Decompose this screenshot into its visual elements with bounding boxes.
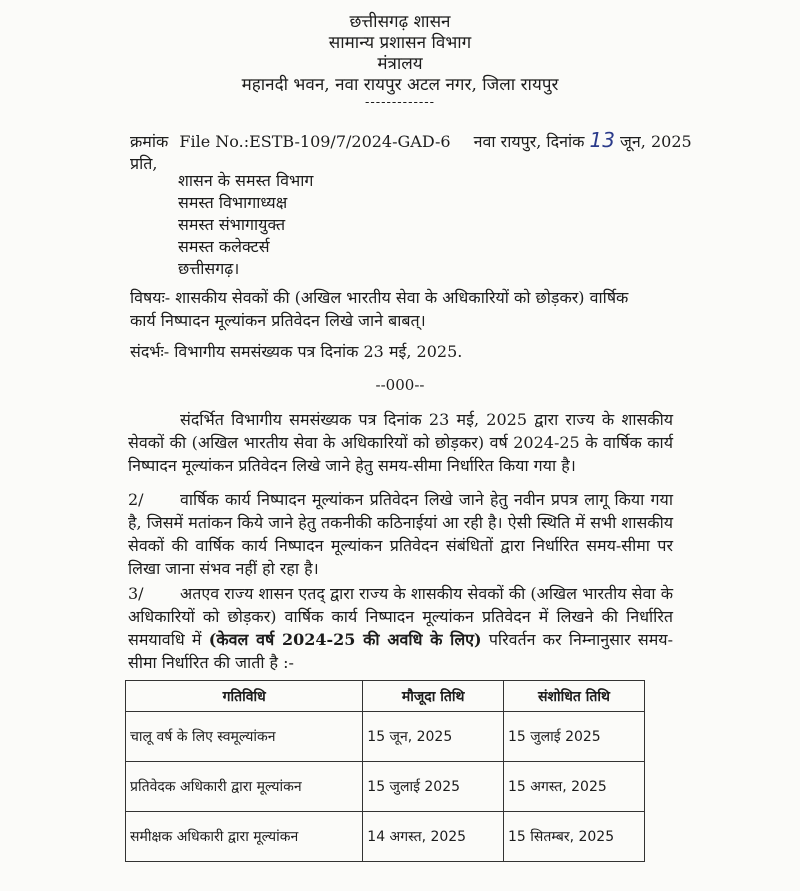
- month-year: जून, 2025: [620, 132, 692, 151]
- file-number: File No.:ESTB-109/7/2024-GAD-6: [179, 132, 451, 151]
- header-revised-date: संशोधित तिथि: [503, 681, 644, 712]
- table-row: [126, 812, 645, 862]
- subject-line-2: कार्य निष्पादन मूल्यांकन प्रतिवेदन लिखे जाने बाबत्।: [130, 311, 426, 330]
- activity-cell: समीक्षक अधिकारी द्वारा मूल्यांकन: [126, 812, 363, 862]
- paragraph-3-bold: (केवल वर्ष 2024-25 की अवधि के लिए): [208, 630, 482, 649]
- paragraph-2-number: 2/: [128, 490, 144, 509]
- table-row: [126, 712, 645, 762]
- addressee-item: समस्त विभागाध्यक्ष: [178, 193, 288, 212]
- activity-cell: चालू वर्ष के लिए स्वमूल्यांकन: [126, 712, 363, 762]
- revised-date-cell: 15 सितम्बर, 2025: [503, 812, 644, 862]
- letterhead: [0, 12, 800, 110]
- current-date-cell: 15 जून, 2025: [363, 712, 504, 762]
- kramank-label: क्रमांक: [130, 132, 169, 151]
- subject-line-1: विषयः- शासकीय सेवकों की (अखिल भारतीय सेवा के अधिकारियों को छोड़कर) वार्षिक: [130, 288, 629, 307]
- addressee-item: समस्त कलेक्टर्स: [178, 237, 270, 256]
- current-date-cell: 15 जुलाई 2025: [363, 762, 504, 812]
- revised-date-cell: 15 अगस्त, 2025: [503, 762, 644, 812]
- table-header-row: [126, 681, 645, 712]
- letterhead-rule: -------------: [364, 95, 436, 110]
- revised-date-cell: 15 जुलाई 2025: [503, 712, 644, 762]
- place-date-label: नवा रायपुर, दिनांक: [473, 132, 585, 151]
- prati-label: प्रति,: [130, 154, 158, 173]
- table-row: [126, 762, 645, 812]
- reference-text: संदर्भः- विभागीय समसंख्यक पत्र दिनांक 23 मई, 2025.: [130, 342, 463, 361]
- letterhead-address: महानदी भवन, नवा रायपुर अटल नगर, जिला रायपुर: [241, 75, 559, 95]
- activity-cell: प्रतिवेदक अधिकारी द्वारा मूल्यांकन: [126, 762, 363, 812]
- paragraph-3-text-b: परिवर्तन कर निम्नानुसार समय-सीमा निर्धारित की जाती है :-: [128, 630, 673, 672]
- handwritten-day: 13: [589, 128, 615, 152]
- paragraph-3-number: 3/: [128, 584, 144, 603]
- paragraph-3: [128, 582, 673, 674]
- subject-line: [130, 286, 670, 332]
- reference-line: [130, 128, 692, 152]
- addressee-item: शासन के समस्त विभाग: [178, 171, 314, 190]
- letterhead-ministry: मंत्रालय: [377, 54, 423, 74]
- addressee-list: [178, 170, 313, 280]
- header-activity: गतिविधि: [126, 681, 363, 712]
- addressee-item: समस्त संभागायुक्त: [178, 215, 286, 234]
- letterhead-government: छत्तीसगढ़ शासन: [349, 12, 451, 32]
- paragraph-3-text-a: अतएव राज्य शासन एतद् द्वारा राज्य के शासकीय सेवकों की (अखिल भारतीय सेवा के अधिकारियों को छोड़कर) वार्षिक कार्य निष्पादन मूल्यांकन प्रतिवेदन में लिखने की निर्धारित समयावधि में: [128, 584, 673, 649]
- paragraph-2: [128, 488, 673, 580]
- schedule-table: [125, 680, 645, 862]
- letterhead-department: सामान्य प्रशासन विभाग: [328, 33, 472, 53]
- separator: --000--: [375, 376, 425, 394]
- paragraph-1: संदर्भित विभागीय समसंख्यक पत्र दिनांक 23 मई, 2025 द्वारा राज्य के शासकीय सेवकों की (अखिल भारतीय सेवा के अधिकारियों को छोड़कर) वर्ष 2024-25 के वार्षिक कार्य निष्पादन मूल्यांकन प्रतिवेदन लिखे जाने हेतु समय-सीमा निर्धारित किया गया है।: [128, 410, 673, 475]
- current-date-cell: 14 अगस्त, 2025: [363, 812, 504, 862]
- addressee-item: छत्तीसगढ़।: [178, 259, 240, 278]
- paragraph-2-text: वार्षिक कार्य निष्पादन मूल्यांकन प्रतिवेदन लिखे जाने हेतु नवीन प्रपत्र लागू किया गया है, जिसमें मतांकन किये जाने हेतु तकनीकी कठिनाईयां आ रही है। ऐसी स्थिति में सभी शासकीय सेवकों की वार्षिक कार्य निष्पादन मूल्यांकन प्रतिवेदन संबंधितों द्वारा निर्धारित समय-सीमा पर लिखा जाना संभव नहीं हो रहा है।: [128, 490, 673, 578]
- header-current-date: मौजूदा तिथि: [363, 681, 504, 712]
